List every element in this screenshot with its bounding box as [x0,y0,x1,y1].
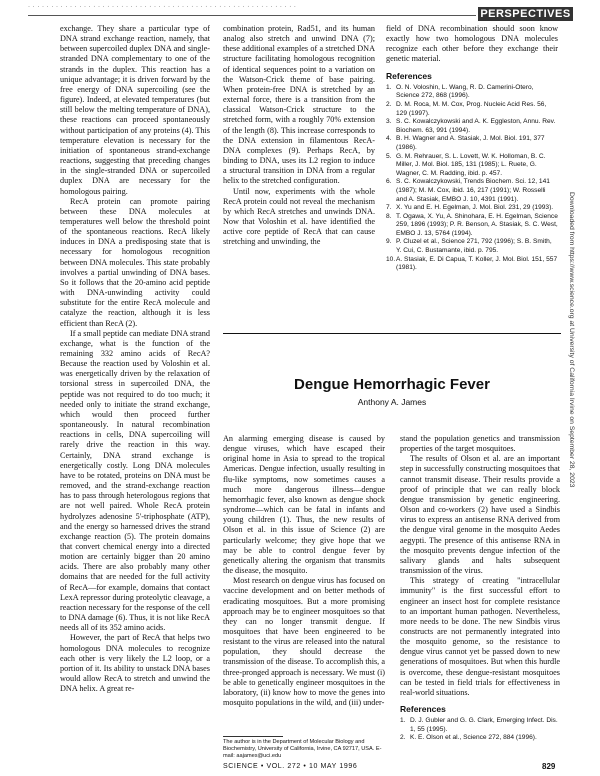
section-label: PERSPECTIVES [478,7,573,21]
reference-text: O. N. Voloshin, L. Wang, R. D. Camerini-Otero, Science 272, 868 (1996). [396,83,534,100]
download-watermark: Downloaded from https://www.science.org at University of California Irvine on September 28, 2023 [568,192,575,488]
reference-item [400,734,560,743]
reference-text: S. C. Kowalczykowski, Trends Biochem. Sci. 12, 141 (1987); M. M. Cox, ibid. 16, 217 (1991); W. Rosselli and A. Stasiak, EMBO J. 10, 4391 (1991). [396,178,550,203]
footnote-rule [223,736,283,737]
references-heading: References [400,704,446,715]
reference-number: 1. [386,83,392,91]
running-header: · · · · · · · · · · · · · · · · · · · · · · · · · · · · · · · · · · · · · · · · · · · · · · · · · · · · · · · · · · [28,4,297,10]
paragraph: RecA protein can promote pairing between these DNA molecules at temperatures well below the threshold point of the spontaneous reactions. RecA likely induces in DNA a predisposing state that is necessary for homologous recognition between DNA molecules. This state probably involves a partial unwinding of DNA bases. So it follows that the 20-amino acid peptide with DNA-unwinding activity could substitute for the entire RecA molecule and catalyze the reaction, although it is less efficient than RecA (2). [60,196,210,328]
paragraph: If a small peptide can mediate DNA strand exchange, what is the function of the remaining 332 amino acids of RecA? Because the reaction used by Voloshin et al. was energetically driven by the relaxation of torsional stress in supercoiled DNA, the peptide was not required to do too much; it needed only to initiate the strand exchange, which would then proceed further spontaneously. In natural recombination reactions in cells, DNA supercoiling will rarely drive the reaction in this way. Certainly, DNA strand exchange is energetically costly. Long DNA molecules have to be rotated, proteins on DNA must be removed, and the strand-exchange reaction has to pass through heterologous regions that are not well paired. Whole RecA protein hydrolyzes adenosine 5'-triphosphate (ATP), and the energy so harnessed drives the strand exchange reaction (5). The protein domains that convert chemical energy into a directed motion are certainly bigger than 20 amino acids. There are also probably many other domains that are needed for the full activity of RecA—for example, domains that contact LexA repressor during proteolytic cleavage, a reaction necessary for the response of the cell to DNA damage (6). Thus, it is not like RecA needs all of its 352 amino acids. [60,328,210,633]
reference-item [386,213,558,239]
reference-number: 3. [386,118,392,126]
article-column-2 [400,434,560,743]
reference-number: 1. [400,717,406,725]
references-heading: References [386,70,432,81]
article-divider [223,333,561,334]
page-number: 829 [542,762,556,771]
paragraph: This strategy of creating "intracellular immunity" is the first successful effort to engineer an insect host for complete resistance to an important human pathogen. Nevertheless, more needs to be done. The new Sindbis virus constructs are not permanently integrated into the mosquito genome, so the resistance to dengue virus cannot yet be passed down to new generations of mosquitoes. But when this hurdle is overcome, these dengue-resistant mosquitoes can be tested in field trials for effectiveness in real-world situations. [400,576,560,697]
reference-item [386,238,558,255]
reference-text: A. Stasiak, E. Di Capua, T. Koller, J. Mol. Biol. 151, 557 (1981). [396,255,558,272]
article-author: Anthony A. James [357,397,427,407]
reference-item [386,153,558,179]
reference-item [400,717,560,734]
reference-item [386,118,558,135]
reference-text: P. Cluzel et al., Science 271, 792 (1996); S. B. Smith, Y. Cui, C. Bustamante, ibid. p. 795. [396,238,552,255]
header-rule [28,15,476,16]
reference-number: 5. [386,152,392,160]
reference-number: 2. [400,734,406,742]
paragraph: combination protein, Rad51, and its human analog also stretch and unwind DNA (7); these additional examples of a stretched DNA structure facilitating homologous recognition of identical sequences point to a variation on the Watson-Crick theme of base pairing. When protein-free DNA is stretched by an external force, there is a transition from the classical Watson-Crick structure to the stretched form, with a roughly 70% extension of the length (8). This increase corresponds to the DNA extension in filamentous RecA-DNA complexes (9). Perhaps RecA, by binding to DNA, uses its L2 region to induce a structural transition in DNA from a regular helix to the stretched configuration. [223,24,375,186]
reference-text: S. C. Kowalczykowski and A. K. Eggleston, Annu. Rev. Biochem. 63, 991 (1994). [396,118,556,134]
reference-item [386,178,558,204]
article-title: Dengue Hemorrhagic Fever [294,376,490,393]
paragraph: exchange. They share a particular type of DNA strand exchange reaction, namely, that between supercoiled duplex DNA and single-stranded DNA complementary to one of the strands in the duplex. This reaction has a unique advantage; it is driven forward by the free energy of DNA supercoiling (see the figure). Indeed, at elevated temperatures (but still below the melting temperature of DNA), these reactions can proceed spontaneously without participation of any proteins (4). This temperature elevation is necessary for the initiation of spontaneous strand-exchange reactions, suggesting that preceding changes in the single-stranded DNA or supercoiled duplex DNA are necessary for the homologous pairing. [60,24,210,196]
reference-text: G. M. Rehrauer, S. L. Lovett, W. K. Holloman, B. C. Miller, J. Mol. Biol. 185, 131 (1985); L. Ruete, G. Wagner, C. M. Radding, ibid. p. 457. [396,152,546,177]
reference-text: B. H. Wagner and A. Stasiak, J. Mol. Biol. 191, 377 (1986). [396,135,545,151]
reference-number: 2. [386,100,392,108]
reference-number: 6. [386,178,392,186]
column-3 [386,24,558,273]
paragraph: stand the population genetics and transmission properties of the target mosquitoes. [400,434,560,454]
author-footnote: The author is in the Department of Molecular Biology and Biochemistry, University of California, Irvine, CA 92717, USA. E-mail: aajames@uci.edu [223,739,382,759]
reference-text: D. J. Gubler and G. G. Clark, Emerging Infect. Dis. 1, 55 (1995). [410,717,558,733]
reference-item [386,135,558,152]
reference-number: 10. [386,255,396,263]
reference-number: 9. [386,238,392,246]
column-1 [60,24,210,694]
reference-number: 4. [386,135,392,143]
paragraph: Until now, experiments with the whole RecA protein could not reveal the mechanism by which RecA stretches and unwinds DNA. Now that Voloshin et al. have identified the active core peptide of RecA that can cause stretching and unwinding, the [223,186,375,247]
paragraph: field of DNA recombination should soon know exactly how two homologous DNA molecules recognize each other before they exchange their genetic material. [386,24,558,64]
reference-text: T. Ogawa, X. Yu, A. Shinohara, E. H. Egelman, Science 259, 1896 (1993); P. R. Benson, A. Stasiak, S. C. West, EMBO J. 13, 5764 (1994). [396,212,558,237]
reference-number: 7. [386,204,392,212]
article-column-1 [223,434,385,708]
reference-list [386,84,558,273]
reference-item [386,84,558,101]
reference-text: X. Yu and E. H. Egelman, J. Mol. Biol. 231, 29 (1993). [396,204,554,212]
reference-number: 8. [386,212,392,220]
column-2 [223,24,375,247]
reference-text: K. E. Olson et al., Science 272, 884 (1996). [410,734,537,742]
reference-text: D. M. Roca, M. M. Cox, Prog. Nucleic Acid Res. 56, 129 (1997). [396,100,547,117]
reference-item [386,101,558,118]
journal-footer: SCIENCE • VOL. 272 • 10 MAY 1996 [223,763,358,770]
paragraph: An alarming emerging disease is caused by dengue viruses, which have escaped their original home in Asia to spread to the tropical Americas. Dengue infection, usually resulting in flu-like symptoms, now sometimes causes a much more dangerous illness—dengue hemorrhagic fever, also known as dengue shock syndrome—which can be fatal in infants and young children (1). Thus, the new results of Olson et al. in this issue of Science (2) are particularly welcome; they give hope that we may be able to control dengue fever by genetically altering the organism that transmits the disease, the mosquito. [223,434,385,576]
paragraph: However, the part of RecA that helps two homologous DNA molecules to recognize each other is very likely the L2 loop, or a portion of it. Its ability to unstack DNA bases would allow RecA to stretch and unwind the DNA helix. A great re- [60,633,210,694]
reference-item [386,256,558,273]
reference-list [400,717,560,743]
paragraph: The results of Olson et al. are an important step in successfully constructing mosquitoes that cannot transmit disease. Their results provide a proof of principle that we can really block dengue transmission by genetic engineering. Olson and co-workers (2) have used a Sindbis virus to express an antisense RNA derived from the dengue viral genome in the mosquito Aedes aegypti. The presence of this antisense RNA in the mosquito prevents dengue infection of the salivary glands and halts subsequent transmission of the virus. [400,454,560,576]
paragraph: Most research on dengue virus has focused on vaccine development and on better methods of eradicating mosquitoes. But a more promising approach may be to engineer mosquitoes so that they can no longer transmit dengue. If mosquitoes that have been engineered to be resistant to the virus are released into the natural population, they should decrease the transmission of the disease. To accomplish this, a three-pronged approach is necessary. We must (i) be able to genetically engineer mosquitoes in the laboratory, (ii) know how to move the genes into mosquito populations in the wild, and (iii) under- [223,576,385,708]
reference-item [386,204,558,213]
